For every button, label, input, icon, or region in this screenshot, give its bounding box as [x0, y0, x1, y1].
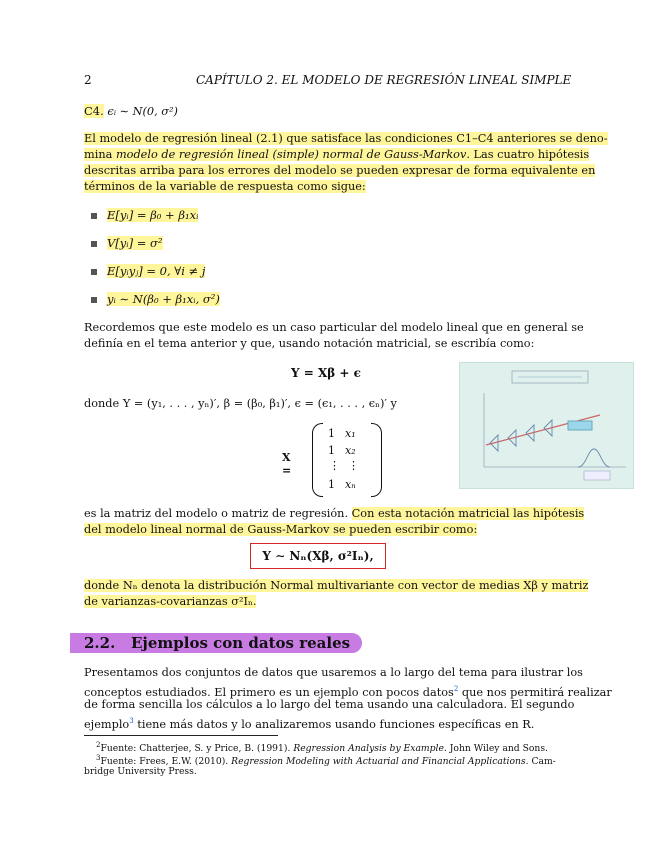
para1-line4: términos de la variable de respuesta como sigue:	[84, 180, 366, 193]
para5-line3: de forma sencilla los cálculos a lo largo del tema usando una calculadora. El segundo	[84, 698, 575, 711]
section-number: 2.2.	[84, 634, 116, 652]
para3-line1: es la matriz del modelo o matriz de regresión. Con esta notación matricial las hipótesis	[84, 507, 585, 520]
c4-condition	[84, 103, 574, 120]
footnote-2: $^2$Fuente: Chatterjee, S. y Price, B. (1991). Regression Analysis by Example. John Wiley and Sons.	[96, 741, 548, 755]
para1-line1: El modelo de regresión lineal (2.1) que satisface las condiciones C1–C4 anteriores se deno-	[84, 132, 608, 145]
footnote-3: $^3$Fuente: Frees, E.W. (2010). Regression Modeling with Actuarial and Financial Applications. Cam-	[96, 754, 556, 768]
matrix-cell: 1	[328, 427, 335, 440]
para5-line4: ejemplo$^3$ tiene más datos y lo analizaremos usando funciones específicas en R.	[84, 717, 535, 731]
para5-line2: conceptos estudiados. El primero es un ejemplo con pocos datos$^2$ que nos permitirá realizar	[84, 685, 612, 699]
c4-formula: ϵᵢ ∼ N(0, σ²)	[107, 105, 178, 118]
regression-sketch-image	[459, 362, 634, 489]
para5-line1: Presentamos dos conjuntos de datos que usaremos a lo largo del tema para ilustrar los	[84, 666, 583, 679]
para1-line2: mina modelo de regresión lineal (simple) normal de Gauss-Markov. Las cuatro hipótesis	[84, 148, 590, 161]
para4-line2: de varianzas-covarianzas σ²Iₙ.	[84, 595, 257, 608]
donde-line: donde Y = (y₁, . . . , yₙ)′, β = (β₀, β₁)′, ϵ = (ϵ₁, . . . , ϵₙ)′ y	[84, 397, 397, 410]
matrix-cell: x₁	[345, 427, 356, 440]
c4-label: C4.	[84, 104, 104, 118]
matrix-cell: ⋮	[348, 459, 359, 472]
para2-line1: Recordemos que este modelo es un caso particular del modelo lineal que en general se	[84, 321, 584, 334]
bullet-item: E[yᵢyⱼ] = 0, ∀i ≠ j	[91, 263, 205, 279]
model-name: modelo de regresión lineal (simple) normal de Gauss-Markov	[115, 148, 467, 161]
matrix-cell: 1	[328, 444, 335, 457]
chapter-title: CAPÍTULO 2. EL MODELO DE REGRESIÓN LINEAL SIMPLE	[196, 73, 572, 87]
matrix-cell: 1	[328, 478, 335, 491]
matrix-cell: x₂	[345, 444, 356, 457]
matrix-cell: xₙ	[345, 478, 356, 491]
page-number: 2	[84, 73, 92, 87]
para2-line2: definía en el tema anterior y que, usando notación matricial, se escribía como:	[84, 337, 535, 350]
equation-main: Y = Xβ + ϵ	[291, 366, 361, 380]
footnote-3-cont: bridge University Press.	[84, 766, 197, 777]
para4-line1: donde Nₙ denota la distribución Normal multivariante con vector de medias Xβ y matriz	[84, 579, 589, 592]
matrix-lhs: X =	[282, 451, 292, 477]
para3-line2: del modelo lineal normal de Gauss-Markov se pueden escribir como:	[84, 523, 478, 536]
boxed-equation: Y ∼ Nₙ(Xβ, σ²Iₙ),	[250, 543, 386, 569]
para1-line3: descritas arriba para los errores del modelo se pueden expresar de forma equivalente en	[84, 164, 596, 177]
footnote-divider	[84, 735, 278, 736]
section-title: Ejemplos con datos reales	[131, 634, 351, 652]
bullet-item: V[yᵢ] = σ²	[91, 235, 163, 251]
section-heading	[70, 633, 362, 653]
matrix-cell: ⋮	[329, 459, 340, 472]
footnote-ref[interactable]: 3	[129, 717, 134, 725]
bullet-item: yᵢ ∼ N(β₀ + β₁xᵢ, σ²)	[91, 291, 220, 307]
bullet-item: E[yᵢ] = β₀ + β₁xᵢ	[91, 207, 198, 223]
footnote-ref[interactable]: 2	[453, 685, 459, 693]
